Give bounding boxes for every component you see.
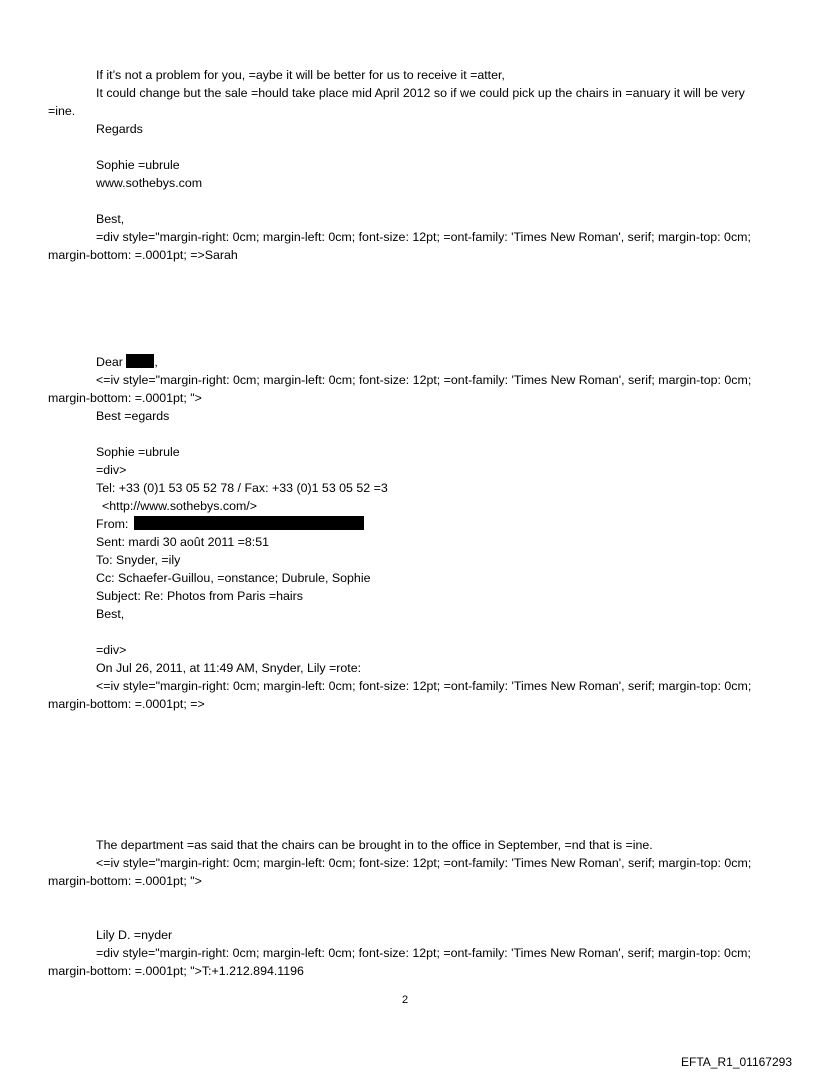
signature-name: Sophie =ubrule <box>96 445 180 459</box>
redaction-box <box>134 516 364 530</box>
signature-name: Lily D. =nyder <box>96 928 173 942</box>
html-residue-line: =div> <box>96 643 127 657</box>
greeting-word: Dear <box>96 355 123 369</box>
closing-best-regards: Best =egards <box>96 409 170 423</box>
closing-best: Best, <box>96 607 125 621</box>
body-line: If it’s not a problem for you, =aybe it will be better for us to receive it =atter, <box>96 68 505 82</box>
redaction-box <box>126 354 154 368</box>
signature-url: <http://www.sothebys.com/> <box>102 499 257 513</box>
signature-name: Sophie =ubrule <box>96 158 180 172</box>
body-paragraph: It could change but the sale =hould take place mid April 2012 so if we could pick up the chairs in =anuary it will be very =ine. <box>48 86 745 118</box>
header-to: To: Snyder, =ily <box>96 553 181 567</box>
html-residue-line: <=iv style="margin-right: 0cm; margin-left: 0cm; font-size: 12pt; =ont-family: 'Times New Roman', serif; margin-top: 0cm; margin-bottom: =.0001pt; "> <box>48 373 752 405</box>
html-residue-line: =div style="margin-right: 0cm; margin-left: 0cm; font-size: 12pt; =ont-family: 'Times New Roman', serif; margin-top: 0cm; margin-bottom: =.0001pt; =>Sarah <box>48 230 751 262</box>
header-from <box>96 515 364 533</box>
page-number: 2 <box>402 994 409 1006</box>
html-residue-line: =div style="margin-right: 0cm; margin-left: 0cm; font-size: 12pt; =ont-family: 'Times New Roman', serif; margin-top: 0cm; margin-bottom: =.0001pt; ">T:+1.212.894.1196 <box>48 946 751 978</box>
signature-website: www.sothebys.com <box>96 176 203 190</box>
closing-regards: Regards <box>96 122 143 136</box>
greeting-comma: , <box>154 355 158 369</box>
quote-attribution: On Jul 26, 2011, at 11:49 AM, Snyder, Lily =rote: <box>96 661 362 675</box>
header-from-label: From: <box>96 517 129 531</box>
header-subject: Subject: Re: Photos from Paris =hairs <box>96 589 303 603</box>
header-cc: Cc: Schaefer-Guillou, =onstance; Dubrule, Sophie <box>96 571 371 585</box>
html-residue-line: <=iv style="margin-right: 0cm; margin-left: 0cm; font-size: 12pt; =ont-family: 'Times New Roman', serif; margin-top: 0cm; margin-bottom: =.0001pt; => <box>48 679 752 711</box>
closing-best: Best, <box>96 212 125 226</box>
document-id: EFTA_R1_01167293 <box>681 1055 792 1069</box>
body-line: The department =as said that the chairs can be brought in to the office in September, =nd that is =ine. <box>96 838 653 852</box>
html-residue-line: =div> <box>96 463 127 477</box>
greeting-line <box>96 353 158 371</box>
html-residue-line: <=iv style="margin-right: 0cm; margin-left: 0cm; font-size: 12pt; =ont-family: 'Times New Roman', serif; margin-top: 0cm; margin-bottom: =.0001pt; "> <box>48 856 752 888</box>
signature-phone: Tel: +33 (0)1 53 05 52 78 / Fax: +33 (0)1 53 05 52 =3 <box>96 481 388 495</box>
header-sent: Sent: mardi 30 août 2011 =8:51 <box>96 535 270 549</box>
